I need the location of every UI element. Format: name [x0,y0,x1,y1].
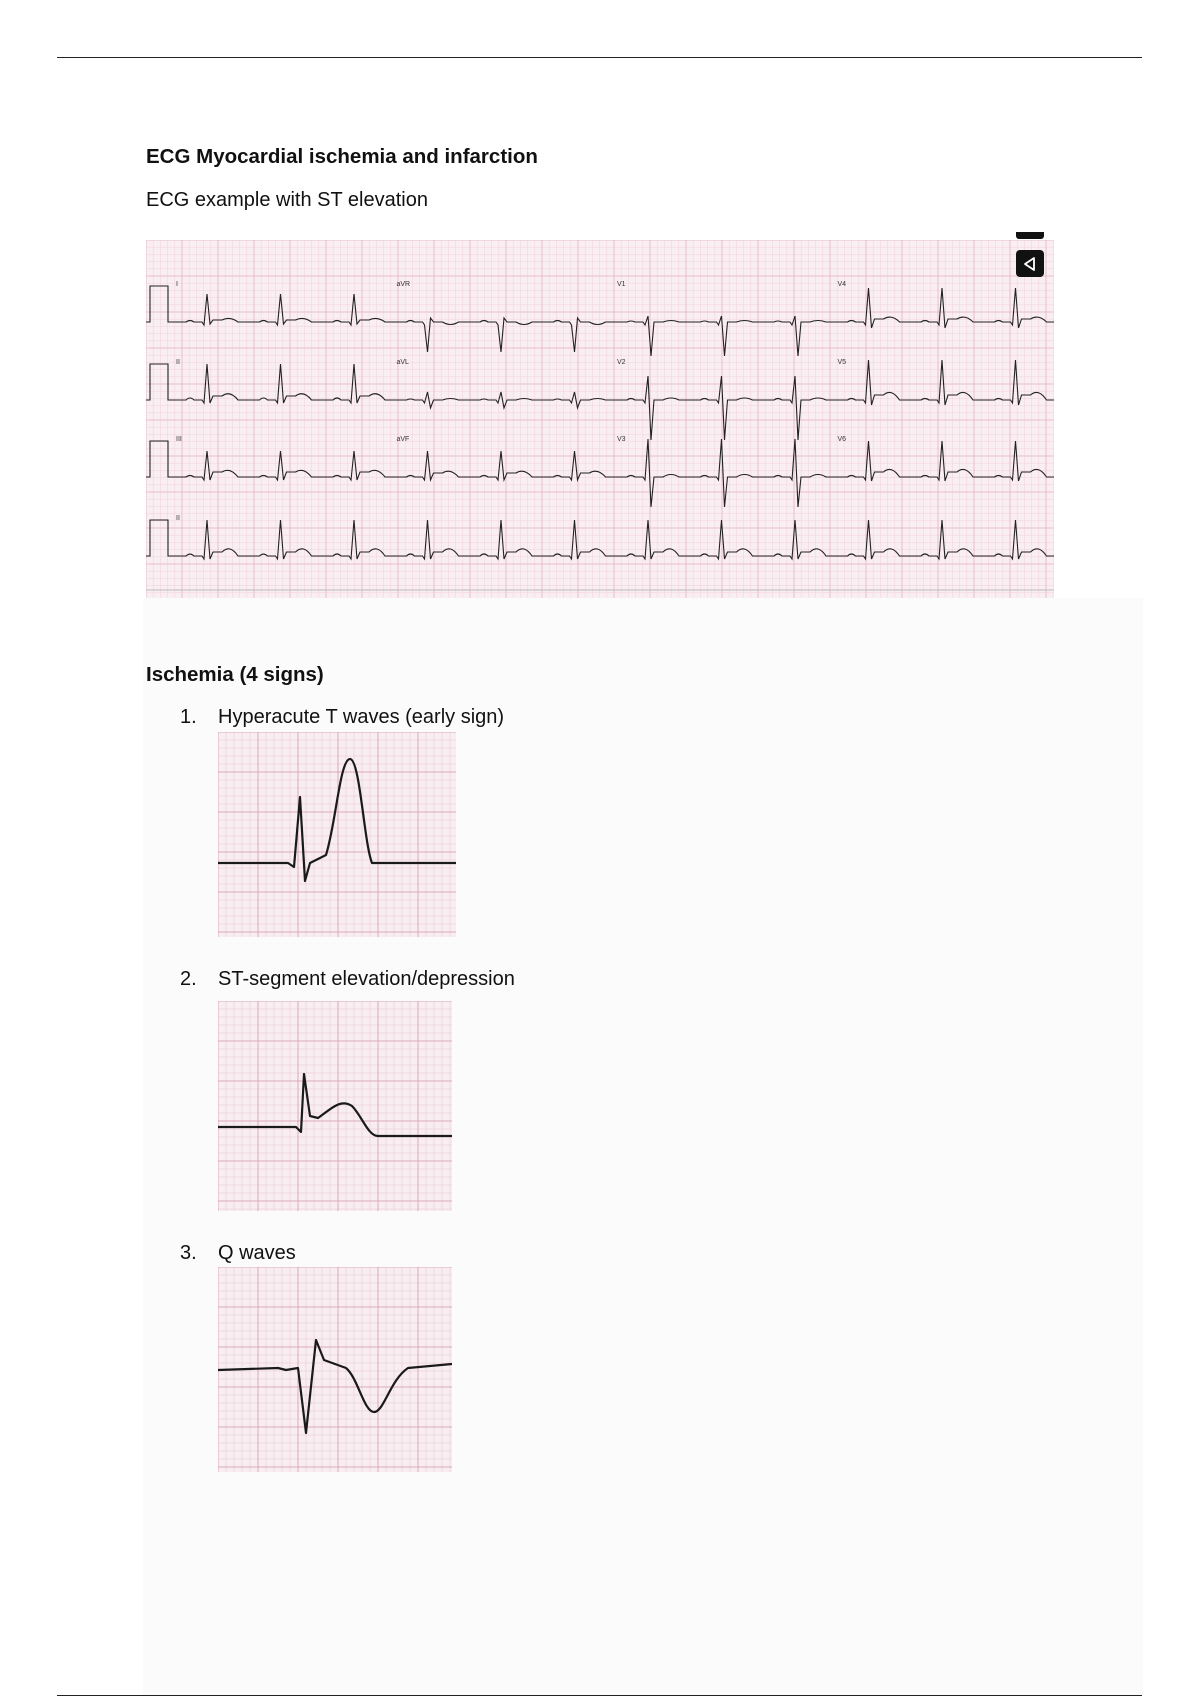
sign-number: 1. [180,706,197,728]
ecg-lead-trace [146,286,1054,356]
sign-item-st-segment [180,968,515,991]
q-wave-figure [218,1267,452,1472]
st-segment-figure [218,1001,452,1211]
lead-label: V3 [617,436,626,443]
header-rule [57,57,1142,58]
hyperacute-t-wave-figure [218,732,456,937]
footer-rule [57,1695,1142,1696]
share-button[interactable] [1016,250,1044,277]
lead-label: V2 [617,359,626,366]
sign-label: ST-segment elevation/depression [218,968,515,990]
ecg-12-lead-figure [146,240,1054,598]
ecg-12-lead-svg [146,240,1054,598]
sign-number: 2. [180,968,197,990]
sign-number: 3. [180,1242,197,1264]
lead-label: V4 [837,281,847,288]
ischemia-heading: Ischemia (4 signs) [146,663,324,686]
lead-label: aVR [396,281,411,288]
sign-item-q-waves [180,1242,296,1265]
document-subtitle: ECG example with ST elevation [146,189,428,211]
lead-label: V1 [617,281,626,288]
lead-label: I [176,281,178,288]
share-triangle-icon [1022,256,1038,272]
lead-label: II [176,515,180,522]
sign-item-hyperacute-t [180,706,504,729]
lead-label: aVL [396,359,409,366]
sign-label: Hyperacute T waves (early sign) [218,706,505,728]
ecg-lead-trace [146,360,1054,440]
lead-label: V6 [837,436,847,443]
lead-label: III [176,436,182,443]
lead-label: aVF [396,436,410,443]
ecg-grid [218,732,456,937]
lead-label: V5 [837,359,847,366]
ecg-lead-trace [146,439,1054,507]
share-tab [1016,232,1044,239]
sign-label: Q waves [218,1242,296,1264]
document-title: ECG Myocardial ischemia and infarction [146,145,538,168]
lead-label: II [176,359,180,366]
ecg-lead-trace [146,520,1054,559]
